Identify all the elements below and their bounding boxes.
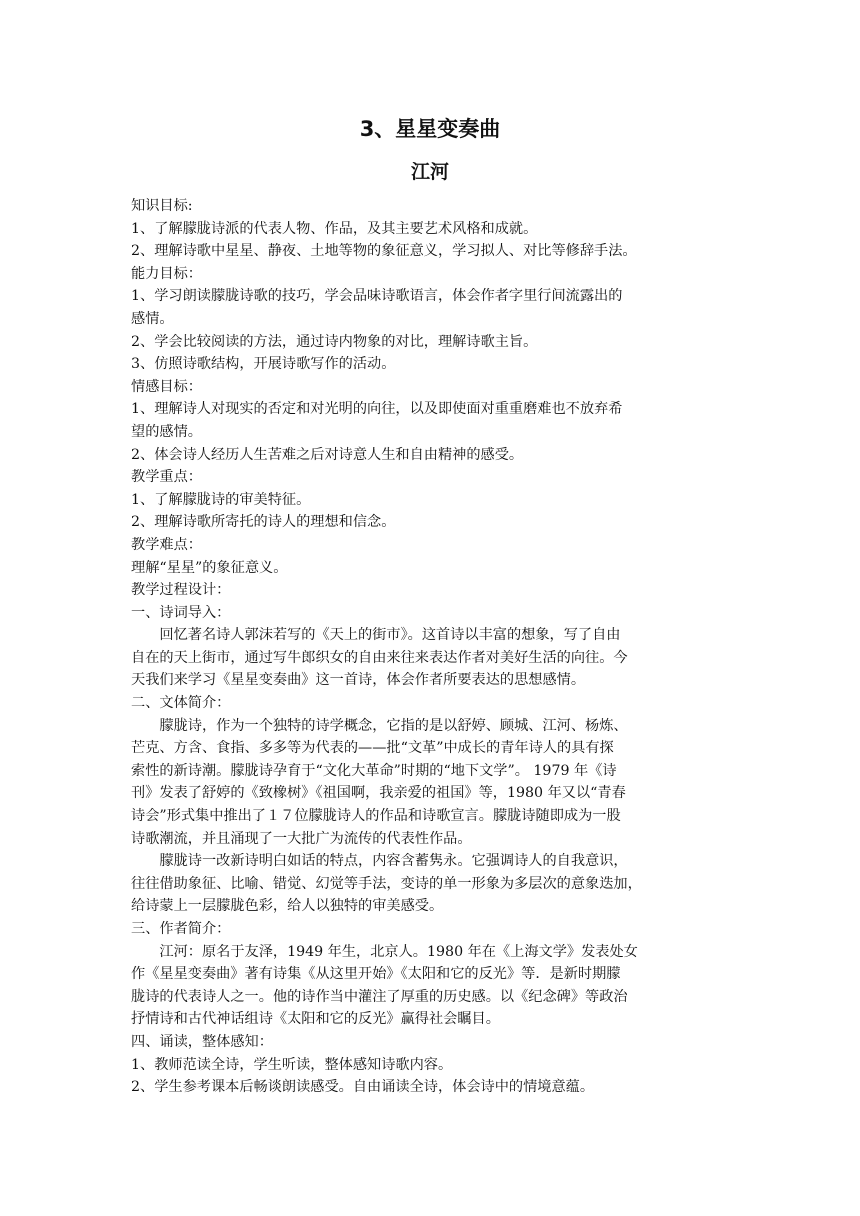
text-line: 2、理解诗歌中星星、静夜、土地等物的象征意义，学习拟人、对比等修辞手法。 xyxy=(131,243,637,260)
text-line: 教学过程设计： xyxy=(131,582,231,599)
text-line: 1、了解朦胧诗的审美特征。 xyxy=(131,491,311,508)
text-line: 感情。 xyxy=(131,310,174,327)
text-line: 刊》发表了舒婷的《致橡树》《祖国啊，我亲爱的祖国》等，1980 年又以“青春 xyxy=(131,785,626,802)
document-title: 3、星星变奏曲 xyxy=(359,117,501,141)
text-line: 理解“星星”的象征意义。 xyxy=(131,559,288,576)
text-line: 三、作者简介： xyxy=(131,921,231,937)
text-line: 能力目标： xyxy=(131,265,202,282)
text-line: 2、学会比较阅读的方法，通过诗内物象的对比，理解诗歌主旨。 xyxy=(131,333,538,350)
text-line: 1、学习朗读朦胧诗歌的技巧，学会品味诗歌语言，体会作者字里行间流露出的 xyxy=(131,288,623,305)
text-line: 朦胧诗一改新诗明白如话的特点，内容含蓄隽永。它强调诗人的自我意识， xyxy=(131,853,628,870)
text-line: 诗会”形式集中推出了１７位朦胧诗人的作品和诗歌宣言。朦胧诗随即成为一股 xyxy=(131,808,621,825)
text-line: 2、体会诗人经历人生苦难之后对诗意人生和自由精神的感受。 xyxy=(131,446,524,463)
text-line: 3、仿照诗歌结构，开展诗歌写作的活动。 xyxy=(131,356,396,373)
text-line: 一、诗词导入： xyxy=(131,604,231,621)
text-line: 二、文体简介： xyxy=(131,695,231,712)
text-line: 教学难点： xyxy=(131,536,202,553)
text-line: 抒情诗和古代神话组诗《太阳和它的反光》赢得社会瞩目。 xyxy=(131,1011,500,1028)
text-line: 2、理解诗歌所寄托的诗人的理想和信念。 xyxy=(131,514,396,531)
text-line: 四、诵读，整体感知： xyxy=(131,1033,273,1050)
text-line: 索性的新诗潮。朦胧诗孕育于“文化大革命”时期的“地下文学”。 1979 年《诗 xyxy=(131,762,617,779)
text-line: 朦胧诗，作为一个独特的诗学概念，它指的是以舒婷、顾城、江河、杨炼、 xyxy=(131,717,628,734)
text-line: 回忆著名诗人郭沫若写的《天上的街市》。这首诗以丰富的想象，写了自由 xyxy=(131,627,621,644)
text-line: 1、理解诗人对现实的否定和对光明的向往，以及即使面对重重磨难也不放弃希 xyxy=(131,401,623,418)
document-body xyxy=(131,195,737,1099)
text-line: 教学重点： xyxy=(131,469,202,486)
text-line: 诗歌潮流，并且涌现了一大批广为流传的代表性作品。 xyxy=(131,830,472,847)
text-line: 1、了解朦胧诗派的代表人物、作品，及其主要艺术风格和成就。 xyxy=(131,220,538,237)
text-line: 作《星星变奏曲》著有诗集《从这里开始》《太阳和它的反光》等．是新时期朦 xyxy=(131,966,621,983)
text-line: 情感目标： xyxy=(131,378,202,395)
text-line: 知识目标: xyxy=(131,198,193,214)
text-line: 往往借助象征、比喻、错觉、幻觉等手法，变诗的单一形象为多层次的意象迭加， xyxy=(131,875,642,892)
text-line: 望的感情。 xyxy=(131,423,202,440)
text-line: 给诗蒙上一层朦胧色彩，给人以独特的审美感受。 xyxy=(131,898,444,915)
text-line: 1、教师范读全诗，学生听读，整体感知诗歌内容。 xyxy=(131,1056,453,1073)
text-line: 2、学生参考课本后畅谈朗读感受。自由诵读全诗，体会诗中的情境意蕴。 xyxy=(131,1079,595,1096)
text-line: 天我们来学习《星星变奏曲》这一首诗，体会作者所要表达的思想感情。 xyxy=(131,672,586,689)
text-line: 芒克、方含、食指、多多等为代表的——批“文革”中成长的青年诗人的具有探 xyxy=(131,740,614,757)
text-line: 胧诗的代表诗人之一。他的诗作当中灌注了厚重的历史感。以《纪念碑》等政治 xyxy=(131,988,628,1005)
text-line: 江河：原名于友泽，1949 年生，北京人。1980 年在《上海文学》发表处女 xyxy=(131,943,638,960)
text-line: 自在的天上街市，通过写牛郎织女的自由来往来表达作者对美好生活的向往。今 xyxy=(131,649,628,666)
document-author: 江河 xyxy=(410,161,449,183)
